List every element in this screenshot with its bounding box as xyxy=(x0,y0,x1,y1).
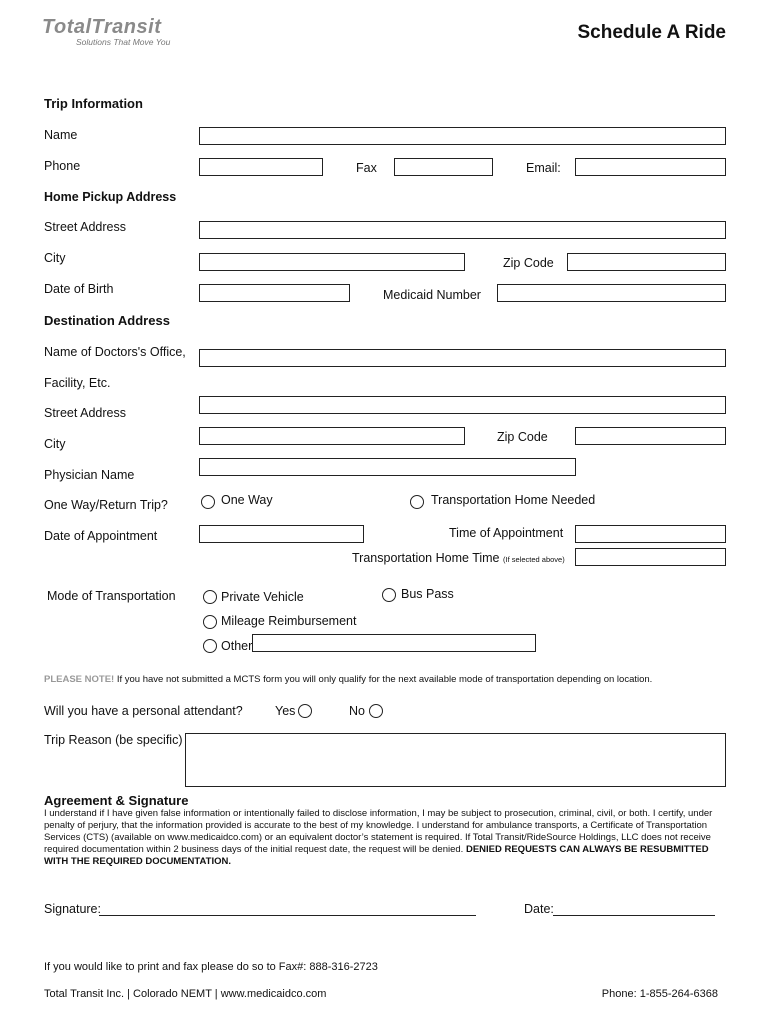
date-line[interactable] xyxy=(553,915,715,916)
attendant-label: Will you have a personal attendant? xyxy=(44,704,243,718)
dob-label: Date of Birth xyxy=(44,282,114,296)
private-vehicle-radio[interactable] xyxy=(203,590,217,604)
name-field[interactable] xyxy=(199,127,726,145)
date-label: Date: xyxy=(524,902,554,916)
office-field[interactable] xyxy=(199,349,726,367)
home-needed-radio[interactable] xyxy=(410,495,424,509)
dest-street-field[interactable] xyxy=(199,396,726,414)
phone-field[interactable] xyxy=(199,158,323,176)
bus-pass-label: Bus Pass xyxy=(401,587,454,601)
attendant-no-radio[interactable] xyxy=(369,704,383,718)
email-label: Email: xyxy=(526,161,561,175)
other-radio[interactable] xyxy=(203,639,217,653)
home-city-label: City xyxy=(44,251,66,265)
please-note xyxy=(44,674,652,685)
one-way-label: One Way xyxy=(221,493,273,507)
appt-date-label: Date of Appointment xyxy=(44,529,158,543)
mileage-radio[interactable] xyxy=(203,615,217,629)
destination-heading: Destination Address xyxy=(44,313,170,328)
phone-label: Phone xyxy=(44,159,81,173)
home-zip-label: Zip Code xyxy=(503,256,554,270)
home-needed-label: Transportation Home Needed xyxy=(431,493,596,507)
home-pickup-heading: Home Pickup Address xyxy=(44,190,177,204)
footer-phone: Phone: 1-855-264-6368 xyxy=(601,988,718,1000)
attendant-yes-radio[interactable] xyxy=(298,704,312,718)
home-time-note: (If selected above) xyxy=(503,555,565,564)
private-vehicle-label: Private Vehicle xyxy=(221,590,304,604)
one-way-radio[interactable] xyxy=(201,495,215,509)
note-text: If you have not submitted a MCTS form you will only qualify for the next available mode of transportation depending on location. xyxy=(114,674,653,685)
page-title: Schedule A Ride xyxy=(577,22,726,43)
agreement-body: I understand if I have given false information or intentionally failed to disclose information, I may be subject to prosecution, criminal, civil, or both. I certify, under penalty of perjury, that the information provided is accurate to the best of my knowledge. I understand for ambulance transports, a Certificate of Transportation Services (CTS) (available on www.medicaidco.com) or an equivalent doctor’s statement is required. If Total Transit/RideSource Holdings, LLC does not receive required documentation within 2 business days of the initial request date, the request will be denied. xyxy=(44,808,713,855)
trip-reason-field[interactable] xyxy=(185,733,726,787)
logo-text: TotalTransit xyxy=(42,16,162,38)
name-label: Name xyxy=(44,128,78,142)
trip-reason-label: Trip Reason (be specific) xyxy=(44,733,183,747)
medicaid-field[interactable] xyxy=(497,284,726,302)
other-label: Other xyxy=(221,639,253,653)
fax-field[interactable] xyxy=(394,158,493,176)
mileage-label: Mileage Reimbursement xyxy=(221,614,357,628)
signature-line[interactable] xyxy=(99,915,476,916)
facility-label: Facility, Etc. xyxy=(44,376,111,390)
physician-label: Physician Name xyxy=(44,468,135,482)
physician-field[interactable] xyxy=(199,458,576,476)
email-field[interactable] xyxy=(575,158,726,176)
dest-city-label: City xyxy=(44,437,66,451)
dest-zip-label: Zip Code xyxy=(497,430,548,444)
bus-pass-radio[interactable] xyxy=(382,588,396,602)
home-zip-field[interactable] xyxy=(567,253,726,271)
attendant-yes-label: Yes xyxy=(275,704,296,718)
signature-label: Signature: xyxy=(44,902,101,916)
trip-information-heading: Trip Information xyxy=(44,96,143,111)
footer-company: Total Transit Inc. | Colorado NEMT | www.medicaidco.com xyxy=(44,988,327,1000)
dest-city-field[interactable] xyxy=(199,427,465,445)
home-street-field[interactable] xyxy=(199,221,726,239)
company-logo xyxy=(42,16,170,47)
office-label: Name of Doctors's Office, xyxy=(44,345,186,359)
agreement-bold-note: DENIED REQUESTS CAN ALWAYS BE RESUBMITTED WITH THE REQUIRED DOCUMENTATION. xyxy=(44,844,709,867)
agreement-heading: Agreement & Signature xyxy=(44,793,189,808)
home-street-label: Street Address xyxy=(44,220,126,234)
home-time-text: Transportation Home Time xyxy=(352,551,500,565)
medicaid-label: Medicaid Number xyxy=(383,288,481,302)
appt-time-field[interactable] xyxy=(575,525,726,543)
home-time-label xyxy=(352,551,565,565)
agreement-text xyxy=(44,808,720,868)
dest-street-label: Street Address xyxy=(44,406,126,420)
appt-time-label: Time of Appointment xyxy=(449,526,564,540)
other-field[interactable] xyxy=(252,634,536,652)
note-heading: PLEASE NOTE! xyxy=(44,674,115,685)
home-city-field[interactable] xyxy=(199,253,465,271)
fax-instructions: If you would like to print and fax please do so to Fax#: 888-316-2723 xyxy=(44,961,378,973)
fax-label: Fax xyxy=(356,161,377,175)
dob-field[interactable] xyxy=(199,284,350,302)
attendant-no-label: No xyxy=(349,704,365,718)
home-time-field[interactable] xyxy=(575,548,726,566)
trip-type-label: One Way/Return Trip? xyxy=(44,498,168,512)
appt-date-field[interactable] xyxy=(199,525,364,543)
dest-zip-field[interactable] xyxy=(575,427,726,445)
mode-label: Mode of Transportation xyxy=(47,589,176,603)
logo-tagline: Solutions That Move You xyxy=(76,37,171,47)
